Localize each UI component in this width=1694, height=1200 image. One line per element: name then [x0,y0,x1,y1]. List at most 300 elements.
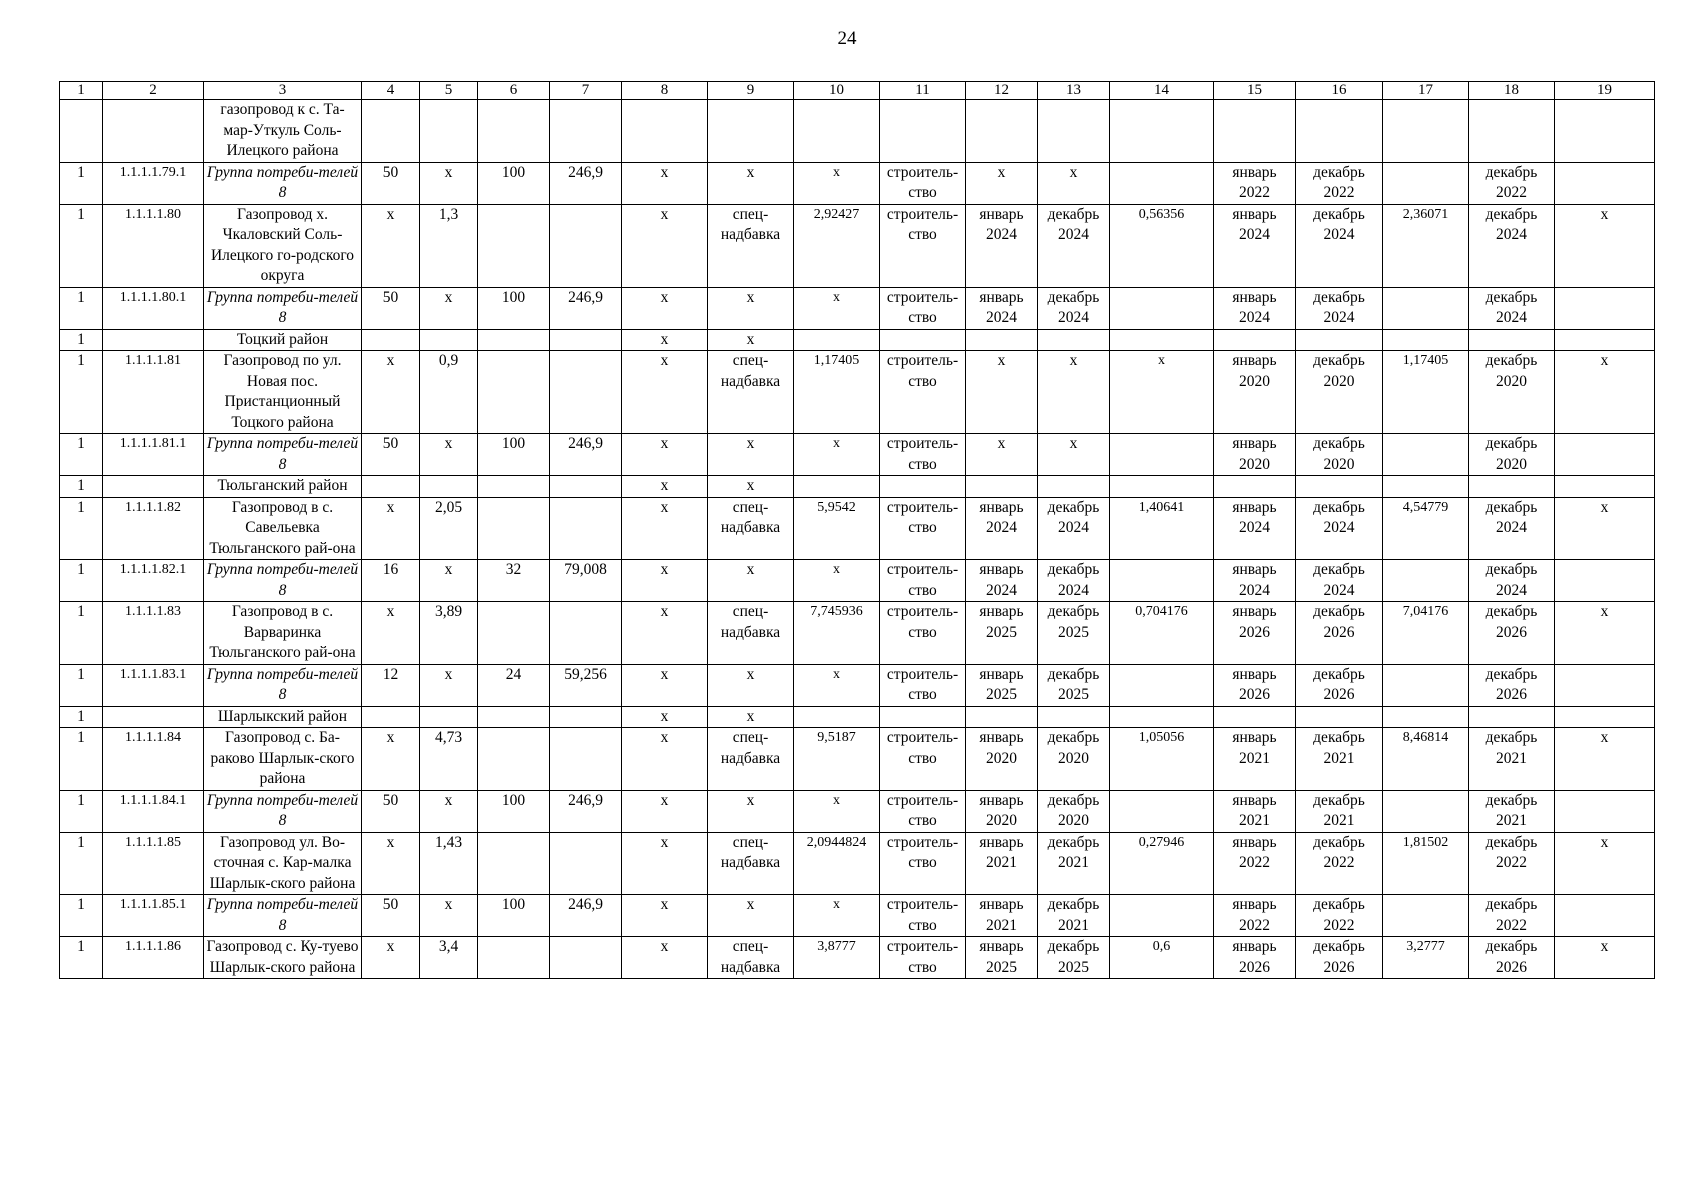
table-cell: январь 2021 [966,895,1038,937]
table-row [60,706,1655,728]
table-cell: 4,73 [420,728,478,791]
table-cell: х [362,728,420,791]
table-cell: 1,43 [420,832,478,895]
table-cell: 246,9 [550,895,622,937]
table-cell: х [622,351,708,434]
table-cell: 1 [60,706,103,728]
table-cell: январь 2025 [966,602,1038,665]
table-cell [550,476,622,498]
table-row [60,790,1655,832]
table-cell: декабрь 2026 [1296,664,1383,706]
table-cell: 3,89 [420,602,478,665]
column-header: 5 [420,82,478,100]
table-cell: 1.1.1.1.86 [103,937,204,979]
table-cell: 50 [362,287,420,329]
table-cell: х [420,560,478,602]
table-cell: декабрь 2024 [1469,560,1555,602]
table-cell [880,329,966,351]
table-cell [1555,560,1655,602]
table-cell [1110,476,1214,498]
table-cell: январь 2020 [966,728,1038,791]
table-cell: Группа потреби-телей 8 [204,560,362,602]
table-cell: январь 2024 [1214,560,1296,602]
table-cell: 1,17405 [1383,351,1469,434]
table-cell: х [622,162,708,204]
table-cell [1296,706,1383,728]
table-row [60,204,1655,287]
table-cell: 7,745936 [794,602,880,665]
table-cell [1214,100,1296,163]
table-cell [1038,476,1110,498]
table-cell [880,706,966,728]
table-cell: декабрь 2024 [1038,560,1110,602]
table-cell: январь 2022 [1214,832,1296,895]
data-table [59,81,1655,979]
table-cell: 2,0944824 [794,832,880,895]
table-cell: декабрь 2021 [1038,895,1110,937]
table-cell [708,100,794,163]
table-cell: 1.1.1.1.84 [103,728,204,791]
table-cell [103,329,204,351]
table-cell: декабрь 2026 [1469,602,1555,665]
table-cell: х [622,329,708,351]
table-cell: Группа потреби-телей 8 [204,287,362,329]
table-cell [966,329,1038,351]
table-cell: 1 [60,602,103,665]
table-cell [1383,560,1469,602]
table-cell: январь 2026 [1214,602,1296,665]
table-cell: газопровод к с. Та-мар-Уткуль Соль-Илецкого района [204,100,362,163]
table-cell: 1.1.1.1.80.1 [103,287,204,329]
table-cell: 1.1.1.1.79.1 [103,162,204,204]
table-cell: 1.1.1.1.85.1 [103,895,204,937]
table-cell: январь 2022 [1214,895,1296,937]
table-cell: 100 [478,287,550,329]
table-cell: январь 2021 [1214,790,1296,832]
table-cell: строитель-ство [880,895,966,937]
table-cell: январь 2024 [1214,287,1296,329]
table-cell: январь 2020 [966,790,1038,832]
table-cell: 100 [478,895,550,937]
table-cell: спец-надбавка [708,832,794,895]
table-cell: 1,81502 [1383,832,1469,895]
table-row [60,937,1655,979]
table-cell [880,476,966,498]
table-cell: Газопровод по ул. Новая пос. Пристанционный Тоцкого района [204,351,362,434]
table-cell [1555,706,1655,728]
table-cell: х [966,351,1038,434]
table-cell: 1.1.1.1.82.1 [103,560,204,602]
table-cell [1214,706,1296,728]
table-cell: х [708,790,794,832]
table-cell [1383,100,1469,163]
table-cell: 7,04176 [1383,602,1469,665]
table-row [60,351,1655,434]
table-cell: 4,54779 [1383,497,1469,560]
table-cell [478,476,550,498]
table-cell: 2,92427 [794,204,880,287]
table-cell [362,329,420,351]
header-row [60,82,1655,100]
table-cell: х [622,937,708,979]
table-cell: 100 [478,434,550,476]
table-cell [1469,329,1555,351]
table-cell: Газопровод с. Ку-туево Шарлык-ского района [204,937,362,979]
table-cell: январь 2026 [1214,664,1296,706]
table-cell: декабрь 2024 [1469,204,1555,287]
table-cell [794,100,880,163]
table-cell [550,728,622,791]
table-cell: Группа потреби-телей 8 [204,162,362,204]
table-cell: х [1038,162,1110,204]
table-cell [60,100,103,163]
table-cell [478,937,550,979]
table-cell: 79,008 [550,560,622,602]
table-row [60,329,1655,351]
table-cell [1555,162,1655,204]
table-cell: х [362,602,420,665]
table-cell: х [622,204,708,287]
table-cell: 59,256 [550,664,622,706]
table-cell: х [794,790,880,832]
table-cell [550,329,622,351]
table-cell: декабрь 2022 [1296,832,1383,895]
table-cell: 50 [362,790,420,832]
table-cell [1110,329,1214,351]
table-row [60,664,1655,706]
table-cell: Группа потреби-телей 8 [204,434,362,476]
table-cell [1110,287,1214,329]
table-cell: х [1110,351,1214,434]
table-cell [103,100,204,163]
table-cell: х [420,287,478,329]
table-cell: декабрь 2022 [1469,895,1555,937]
table-cell: х [966,434,1038,476]
table-cell: х [708,560,794,602]
column-header: 6 [478,82,550,100]
table-cell: 1 [60,895,103,937]
table-row [60,895,1655,937]
table-cell: декабрь 2021 [1469,728,1555,791]
table-cell: 246,9 [550,434,622,476]
table-cell: х [794,434,880,476]
table-cell: х [708,664,794,706]
column-header: 12 [966,82,1038,100]
table-cell: 1,05056 [1110,728,1214,791]
table-cell [1555,434,1655,476]
table-cell: 1 [60,790,103,832]
table-cell [1038,706,1110,728]
table-cell: х [794,560,880,602]
table-cell: х [622,560,708,602]
table-cell: декабрь 2020 [1038,790,1110,832]
table-cell [478,497,550,560]
table-cell: х [1555,351,1655,434]
table-cell [966,706,1038,728]
table-cell: 0,27946 [1110,832,1214,895]
table-cell: январь 2024 [966,287,1038,329]
table-cell: спец-надбавка [708,728,794,791]
table-cell: х [622,287,708,329]
table-row [60,100,1655,163]
table-cell: х [1038,351,1110,434]
table-cell: Газопровод в с. Варваринка Тюльганского рай-она [204,602,362,665]
table-cell: январь 2024 [1214,204,1296,287]
table-cell: 1 [60,204,103,287]
table-cell: 3,4 [420,937,478,979]
table-cell [478,832,550,895]
table-cell: декабрь 2021 [1469,790,1555,832]
table-cell: декабрь 2026 [1469,664,1555,706]
table-cell: 50 [362,434,420,476]
table-cell: 0,9 [420,351,478,434]
table-cell [1555,287,1655,329]
table-cell: спец-надбавка [708,497,794,560]
table-cell: х [362,497,420,560]
table-cell: январь 2024 [966,560,1038,602]
table-cell: х [622,832,708,895]
table-cell [966,100,1038,163]
table-cell: 9,5187 [794,728,880,791]
table-cell: 5,9542 [794,497,880,560]
table-cell [550,497,622,560]
table-cell [1038,100,1110,163]
column-header: 13 [1038,82,1110,100]
table-cell: х [622,434,708,476]
table-cell: х [362,204,420,287]
table-cell [1383,329,1469,351]
table-cell [1555,329,1655,351]
table-row [60,287,1655,329]
table-cell [478,706,550,728]
column-header: 2 [103,82,204,100]
table-cell: декабрь 2020 [1296,434,1383,476]
table-cell [1296,329,1383,351]
table-cell: строитель-ство [880,560,966,602]
table-cell: 1.1.1.1.80 [103,204,204,287]
table-cell [550,602,622,665]
table-cell [1383,476,1469,498]
table-cell: 1 [60,434,103,476]
table-cell [1110,895,1214,937]
table-cell: х [420,790,478,832]
table-cell: строитель-ство [880,287,966,329]
table-cell [420,329,478,351]
table-cell [550,706,622,728]
table-cell: декабрь 2024 [1038,204,1110,287]
table-cell [362,100,420,163]
table-cell: х [708,476,794,498]
table-cell: Группа потреби-телей 8 [204,790,362,832]
table-cell [1469,706,1555,728]
table-cell: 246,9 [550,790,622,832]
table-cell: декабрь 2020 [1469,434,1555,476]
table-cell: 1.1.1.1.83 [103,602,204,665]
table-cell: Шарлыкский район [204,706,362,728]
table-cell: х [708,895,794,937]
table-cell: 1 [60,476,103,498]
table-cell: Группа потреби-телей 8 [204,664,362,706]
table-cell: Газопровод х. Чкаловский Соль-Илецкого го-родского округа [204,204,362,287]
column-header: 4 [362,82,420,100]
table-cell: 2,05 [420,497,478,560]
table-cell [1555,790,1655,832]
table-cell: х [1555,497,1655,560]
table-cell: х [794,664,880,706]
table-cell: спец-надбавка [708,602,794,665]
table-cell: х [420,895,478,937]
table-row [60,476,1655,498]
table-cell [478,100,550,163]
table-cell [1110,664,1214,706]
column-header: 8 [622,82,708,100]
table-cell [1555,895,1655,937]
table-cell: Тюльганский район [204,476,362,498]
table-cell: 1 [60,351,103,434]
table-cell: 246,9 [550,287,622,329]
table-cell: 1 [60,162,103,204]
table-cell: х [362,832,420,895]
column-header: 14 [1110,82,1214,100]
table-cell [478,728,550,791]
table-cell: строитель-ство [880,497,966,560]
table-cell: х [794,895,880,937]
table-cell [1214,329,1296,351]
table-cell: январь 2021 [1214,728,1296,791]
table-cell: декабрь 2022 [1469,832,1555,895]
table-cell [478,329,550,351]
table-cell: 1 [60,560,103,602]
table-cell: 1 [60,937,103,979]
table-cell: х [420,162,478,204]
table-cell: 1.1.1.1.83.1 [103,664,204,706]
table-cell: строитель-ство [880,728,966,791]
table-cell: декабрь 2024 [1296,204,1383,287]
table-cell: Группа потреби-телей 8 [204,895,362,937]
table-cell: х [794,162,880,204]
table-cell: декабрь 2024 [1296,497,1383,560]
table-cell: х [708,329,794,351]
table-cell: декабрь 2025 [1038,937,1110,979]
table-cell: январь 2025 [966,937,1038,979]
table-row [60,832,1655,895]
table-cell: х [708,706,794,728]
table-cell: строитель-ство [880,351,966,434]
table-cell: январь 2026 [1214,937,1296,979]
table-cell [1110,560,1214,602]
table-cell: декабрь 2022 [1469,162,1555,204]
table-cell: 100 [478,790,550,832]
table-cell [1110,706,1214,728]
table-cell [1383,706,1469,728]
table-cell: спец-надбавка [708,204,794,287]
table-cell: 1 [60,832,103,895]
table-cell [1383,287,1469,329]
table-cell: 1 [60,329,103,351]
table-cell: январь 2024 [966,497,1038,560]
table-cell: Газопровод с. Ба-раково Шарлык-ского района [204,728,362,791]
table-row [60,728,1655,791]
table-cell [794,706,880,728]
table-cell [550,204,622,287]
table-cell: х [622,728,708,791]
table-cell [362,476,420,498]
column-header: 10 [794,82,880,100]
table-cell: декабрь 2026 [1296,937,1383,979]
table-cell: Тоцкий район [204,329,362,351]
table-cell [966,476,1038,498]
table-cell: январь 2020 [1214,434,1296,476]
table-cell: х [622,664,708,706]
table-cell: декабрь 2024 [1038,287,1110,329]
table-cell [1469,100,1555,163]
table-cell: х [1038,434,1110,476]
table-cell: х [1555,728,1655,791]
table-cell [550,351,622,434]
table-cell: январь 2024 [1214,497,1296,560]
column-header: 7 [550,82,622,100]
table-cell: 32 [478,560,550,602]
table-cell [1383,434,1469,476]
table-cell: строитель-ство [880,434,966,476]
table-cell: х [708,434,794,476]
table-cell: х [420,664,478,706]
table-cell [1296,476,1383,498]
table-cell: х [708,287,794,329]
column-header: 11 [880,82,966,100]
table-cell: 1 [60,664,103,706]
table-cell: 50 [362,162,420,204]
table-cell [103,476,204,498]
table-cell: 3,8777 [794,937,880,979]
table-cell: 1 [60,497,103,560]
table-cell [1383,790,1469,832]
table-cell [622,100,708,163]
table-cell: х [622,790,708,832]
table-cell [1555,476,1655,498]
table-cell: х [1555,204,1655,287]
table-cell: декабрь 2022 [1296,895,1383,937]
table-cell [420,706,478,728]
table-row [60,497,1655,560]
table-cell [550,832,622,895]
table-cell [794,329,880,351]
table-cell: 246,9 [550,162,622,204]
table-cell [103,706,204,728]
column-header: 3 [204,82,362,100]
table-cell: 50 [362,895,420,937]
table-cell: строитель-ство [880,937,966,979]
table-cell: х [362,351,420,434]
table-cell [478,602,550,665]
table-cell: х [622,497,708,560]
table-cell: декабрь 2020 [1296,351,1383,434]
table-cell: строитель-ство [880,162,966,204]
table-cell: х [622,602,708,665]
table-cell: спец-надбавка [708,937,794,979]
table-cell [420,100,478,163]
table-cell: декабрь 2026 [1469,937,1555,979]
table-cell [1555,100,1655,163]
table-cell: 0,704176 [1110,602,1214,665]
table-cell: 1 [60,728,103,791]
table-cell: строитель-ство [880,832,966,895]
table-cell: декабрь 2020 [1469,351,1555,434]
table-cell: 1.1.1.1.82 [103,497,204,560]
table-cell: 1.1.1.1.81.1 [103,434,204,476]
table-cell: 0,56356 [1110,204,1214,287]
table-cell: декабрь 2021 [1038,832,1110,895]
